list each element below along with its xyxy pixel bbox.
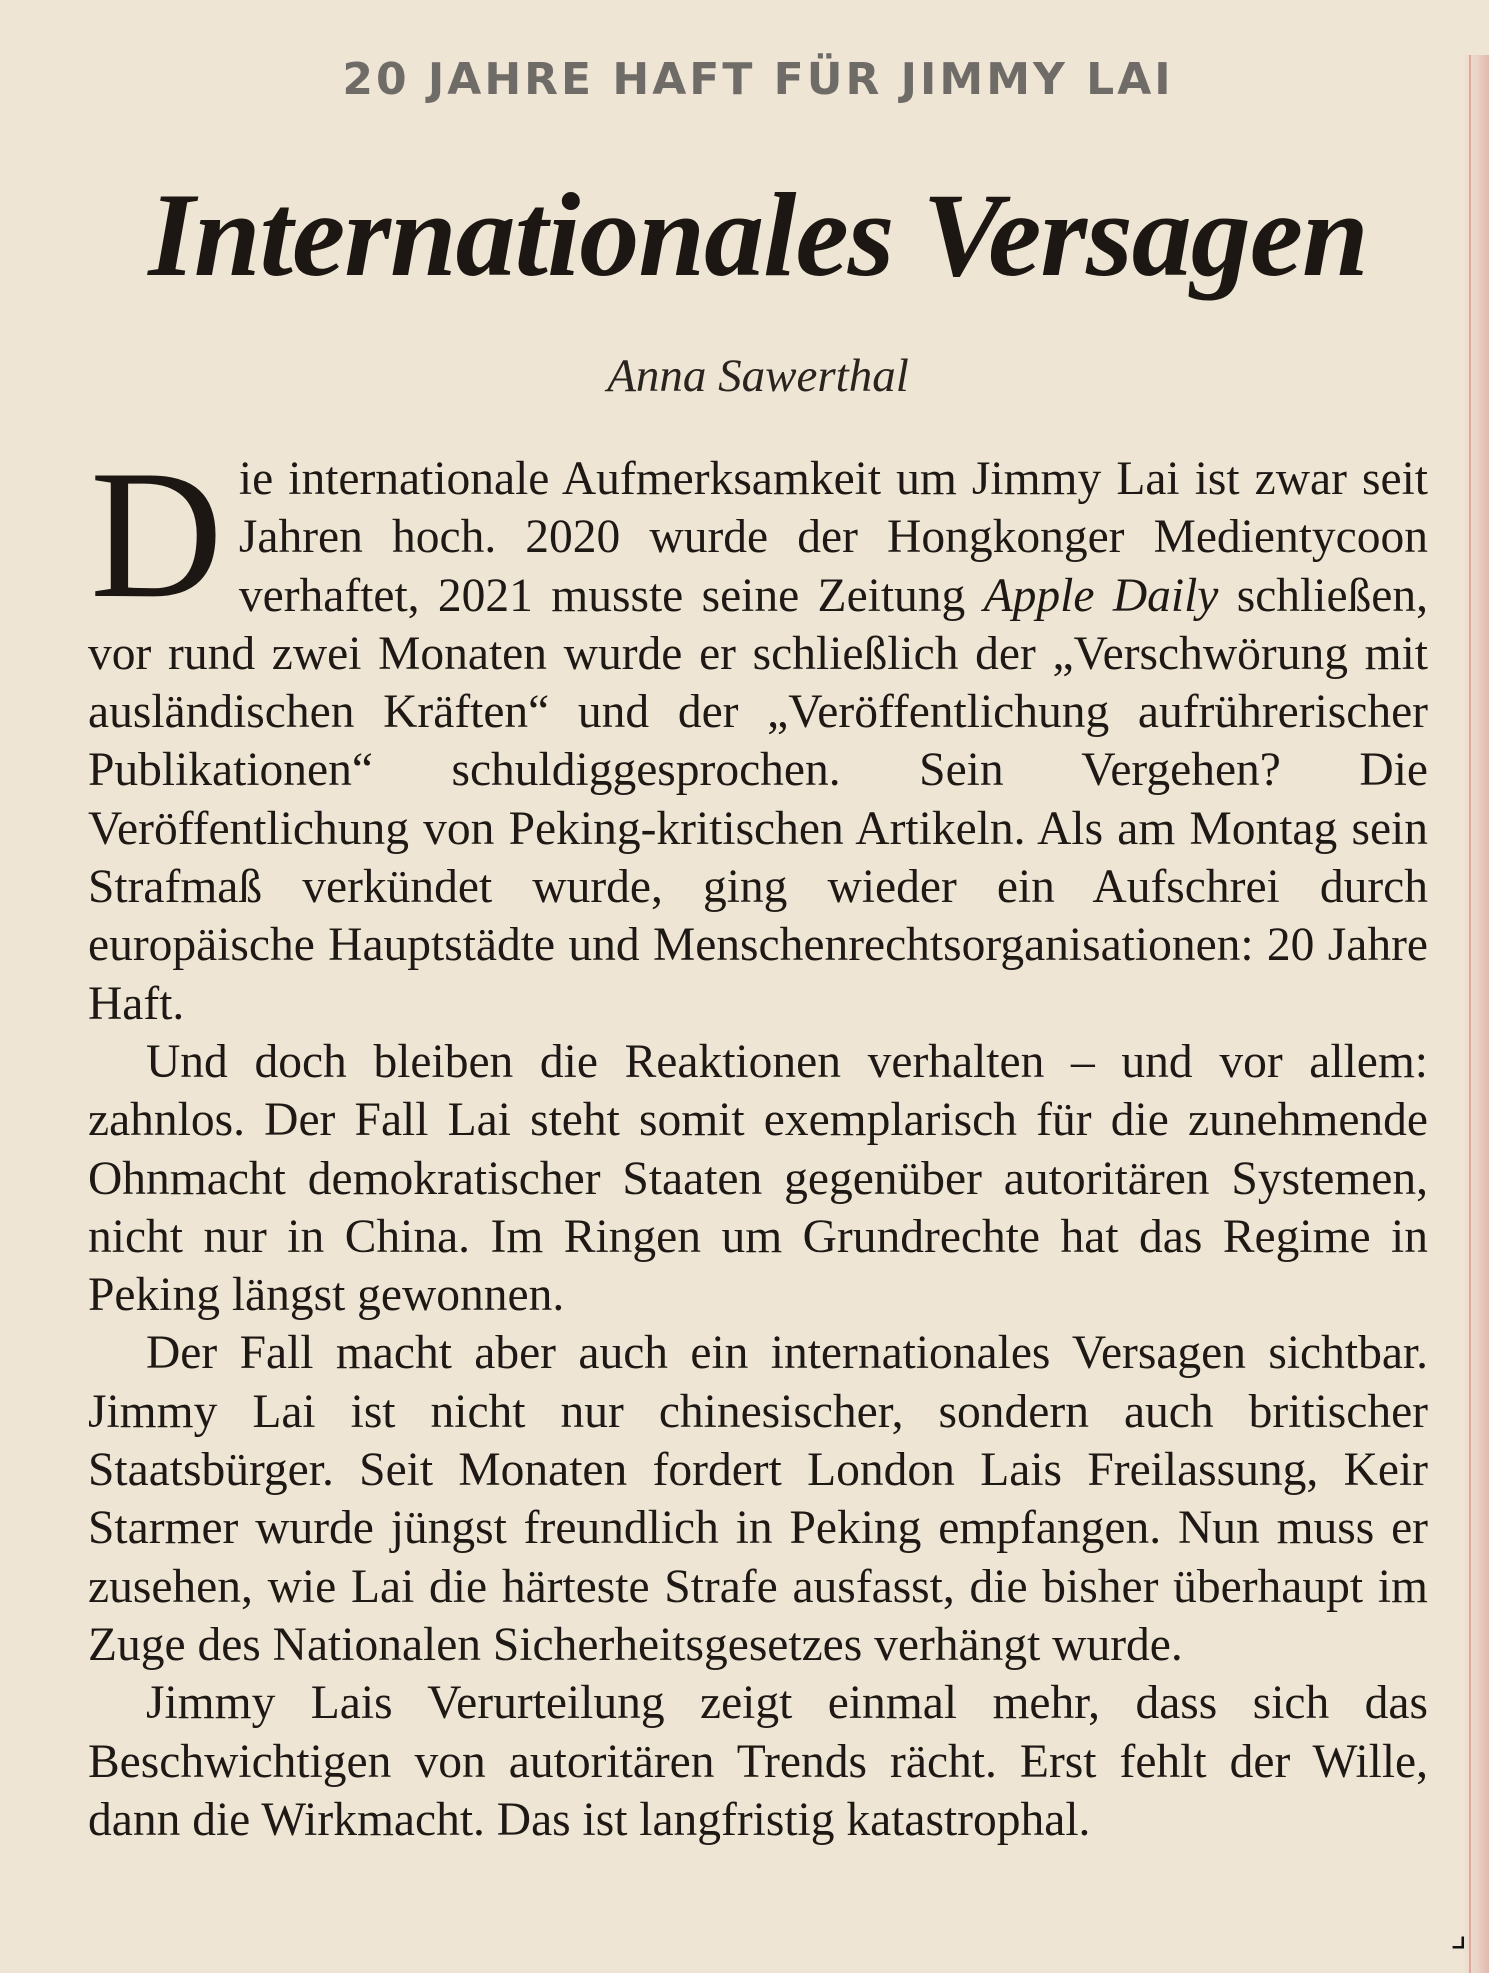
- article-kicker: 20 JAHRE HAFT FÜR JIMMY LAI: [342, 54, 1174, 105]
- drop-cap: D: [90, 432, 223, 636]
- paragraph-1: [88, 432, 1428, 1033]
- newspaper-name: Apple Daily: [983, 569, 1219, 622]
- article: [88, 0, 1428, 1849]
- page-edge-shadow: [1463, 55, 1489, 1973]
- paragraph-3: Der Fall macht aber auch ein internationales Versagen sichtbar. Jimmy Lai ist nicht nur chinesischer, sondern auch britischer Staatsbürger. Seit Monaten fordert London Lais Freilassung, Keir Starmer wurde jüngst freundlich in Peking empfangen. Nun muss er zusehen, wie Lai die härteste Strafe ausfasst, die bisher überhaupt im Zuge des Nationalen Sicherheitsgesetzes verhängt wurde.: [88, 1327, 1428, 1671]
- article-headline: Internationales Versagen: [148, 168, 1368, 301]
- paragraph-1-text-a: ie internationale Aufmerksamkeit um Jimmy Lai ist zwar seit Jahren hoch. 2020 wurde der Hongkonger Medientycoon verhaftet, 2021 musste seine Zeitung: [238, 453, 1428, 622]
- paragraph-4: Jimmy Lais Verurteilung zeigt einmal mehr, dass sich das Beschwichtigen von autoritären Trends rächt. Erst fehlt der Wille, dann die Wirkmacht. Das ist langfristig katastrophal.: [88, 1677, 1428, 1846]
- page-edge-line: [1469, 55, 1471, 1973]
- article-body: [88, 432, 1428, 1849]
- page-curl-icon: ⌟: [1450, 1914, 1467, 1955]
- paragraph-1-text-b: schließen, vor rund zwei Monaten wurde er schließlich der „Verschwörung mit ausländischen Kräften“ und der „Veröffentlichung aufrührerischer Publikationen“ schuldiggesprochen. Sein Vergehen? Die Veröffentlichung von Peking-kritischen Artikeln. Als am Montag sein Strafmaß verkündet wurde, ging wieder ein Aufschrei durch europäische Hauptstädte und Menschenrechtsorganisationen: 20 Jahre Haft.: [88, 569, 1428, 1030]
- article-author: Anna Sawerthal: [607, 350, 909, 402]
- paragraph-2: Und doch bleiben die Reaktionen verhalten – und vor allem: zahnlos. Der Fall Lai steht somit exemplarisch für die zunehmende Ohnmacht demokratischer Staaten gegenüber autoritären Systemen, nicht nur in China. Im Ringen um Grundrechte hat das Regime in Peking längst gewonnen.: [88, 1035, 1428, 1322]
